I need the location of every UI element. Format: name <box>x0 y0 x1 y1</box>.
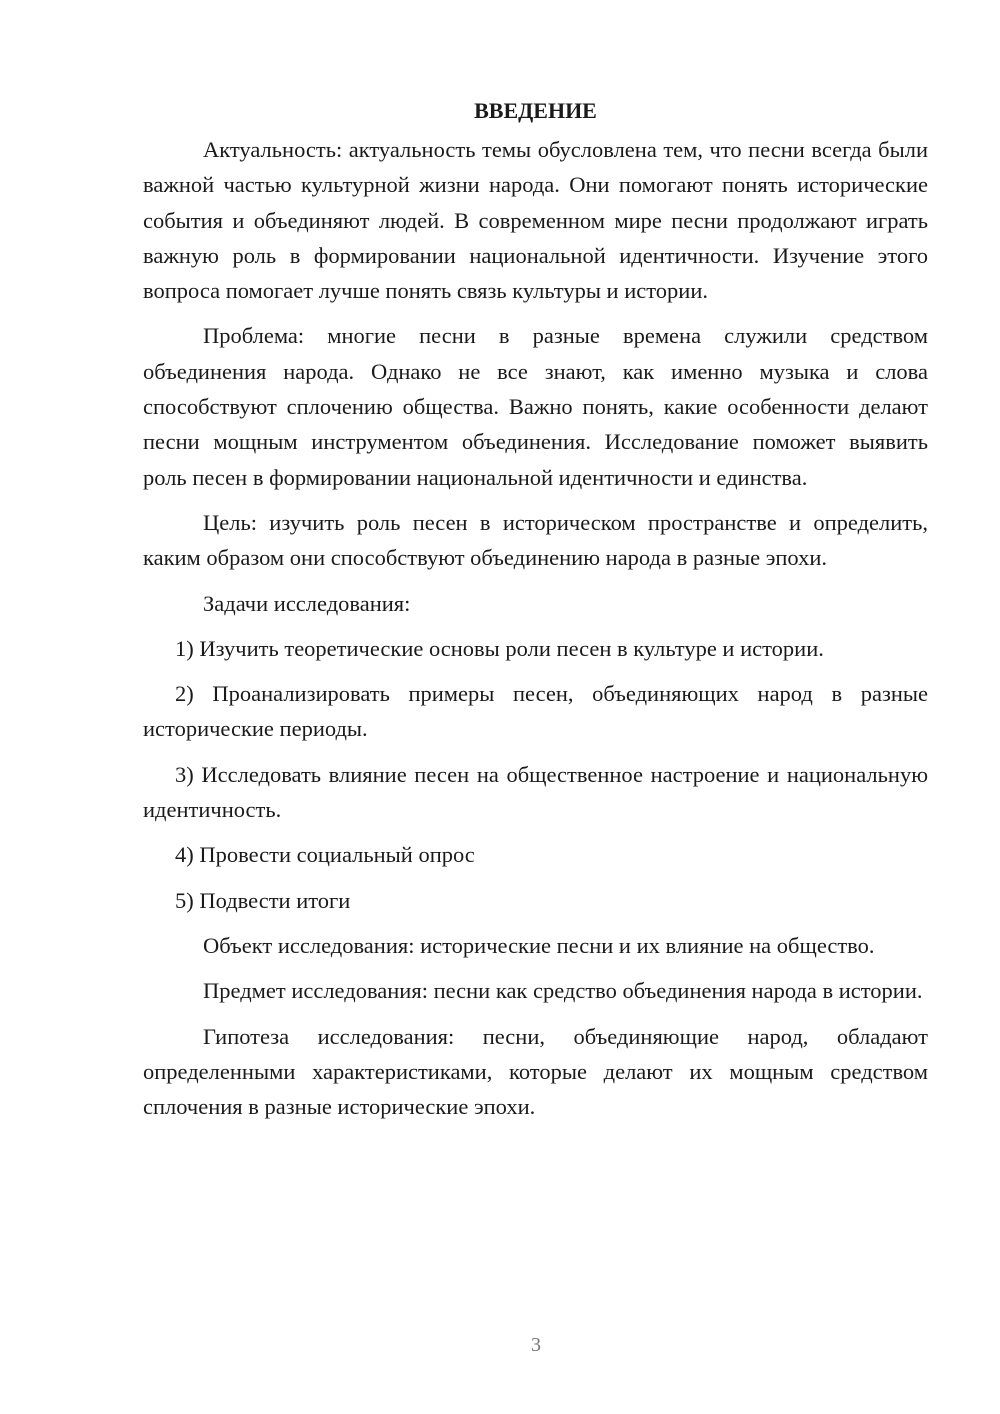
problem-paragraph: Проблема: многие песни в разные времена служили средством объединения народа. Однако не все знают, как именно музыка и слова способствуют сплочению общества. Важно понять, какие особенности делают песни мощным инструментом объединения. Исследование поможет выявить роль песен в формировании национальной идентичности и единства. <box>143 323 928 490</box>
goal-paragraph: Цель: изучить роль песен в историческом пространстве и определить, каким образом они способствуют объединению народа в разные эпохи. <box>143 509 928 571</box>
task-item-3: 3) Исследовать влияние песен на общественное настроение и национальную идентичность. <box>143 761 928 823</box>
subject-paragraph: Предмет исследования: песни как средство объединения народа в истории. <box>203 978 923 1004</box>
task-item-5: 5) Подвести итоги <box>175 887 351 913</box>
hypothesis-paragraph: Гипотеза исследования: песни, объединяющие народ, обладают определенными характеристиками, которые делают их мощным средством сплочения в разные исторические эпохи. <box>143 1023 928 1120</box>
section-title: ВВЕДЕНИЕ <box>474 98 597 123</box>
object-paragraph: Объект исследования: исторические песни и их влияние на общество. <box>203 932 875 958</box>
task-item-1: 1) Изучить теоретические основы роли песен в культуре и истории. <box>175 635 824 661</box>
tasks-heading: Задачи исследования: <box>203 590 411 616</box>
task-item-2: 2) Проанализировать примеры песен, объединяющих народ в разные исторические периоды. <box>143 681 928 742</box>
relevance-paragraph: Актуальность: актуальность темы обусловлена тем, что песни всегда были важной частью культурной жизни народа. Они помогают понять исторические события и объединяют людей. В современном мире песни продолжают играть важную роль в формировании национальной идентичности. Изучение этого вопроса помогает лучше понять связь культуры и истории. <box>143 137 928 304</box>
document-page <box>143 96 928 1134</box>
page-number: 3 <box>531 1334 541 1356</box>
task-item-4: 4) Провести социальный опрос <box>175 842 475 868</box>
